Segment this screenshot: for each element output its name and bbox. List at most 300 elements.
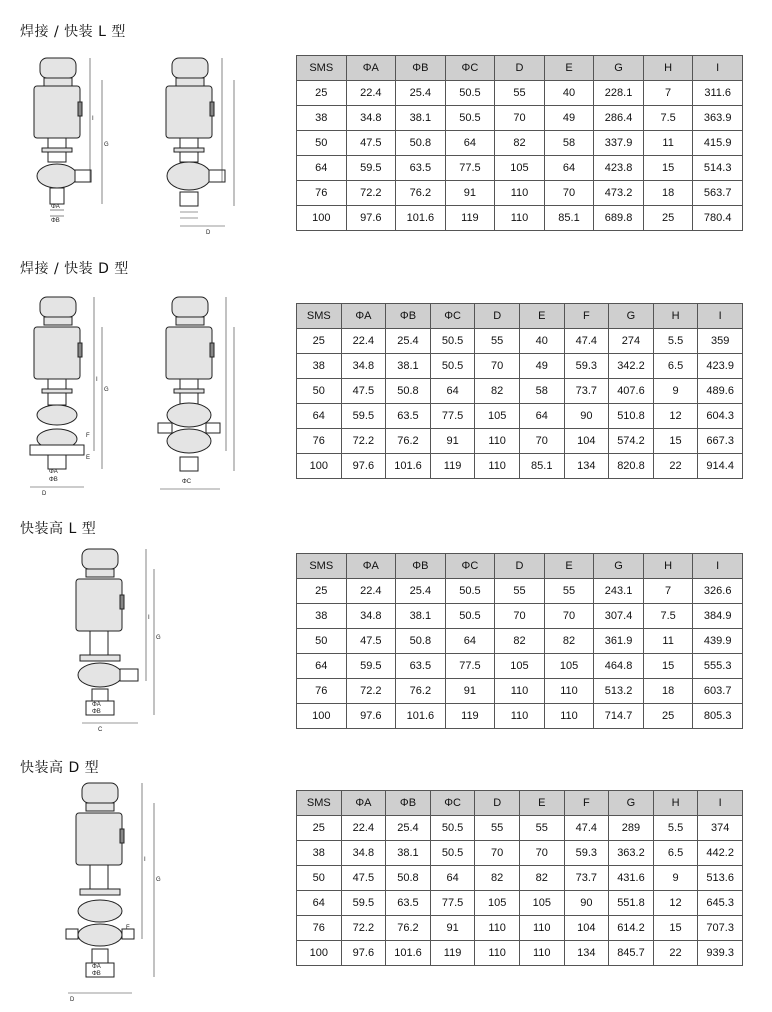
column-header: SMS (297, 56, 347, 81)
table-cell: 110 (475, 454, 520, 479)
table-cell: 77.5 (445, 654, 495, 679)
table-cell: 100 (297, 941, 342, 966)
table-cell: 326.6 (693, 579, 743, 604)
table-row (297, 916, 743, 941)
table-cell: 59.5 (346, 156, 396, 181)
table-cell: 489.6 (698, 379, 743, 404)
column-header: H (643, 56, 693, 81)
table-cell: 12 (653, 891, 698, 916)
table-cell: 47.5 (346, 629, 396, 654)
table-row (297, 354, 743, 379)
valve-drawing-pair (20, 291, 250, 506)
dim-label-phi-b: ΦB (92, 709, 101, 715)
table-cell: 513.2 (594, 679, 644, 704)
table-cell: 47.4 (564, 816, 609, 841)
column-header: ΦB (386, 791, 431, 816)
table-cell: 820.8 (609, 454, 654, 479)
dim-label-i: I (92, 116, 94, 122)
table-cell: 415.9 (693, 131, 743, 156)
table-row (297, 379, 743, 404)
table-cell: 25.4 (386, 816, 431, 841)
table-cell: 464.8 (594, 654, 644, 679)
table-cell: 76.2 (386, 429, 431, 454)
table-cell: 38.1 (386, 354, 431, 379)
table-cell: 76.2 (386, 916, 431, 941)
table-cell: 85.1 (544, 206, 594, 231)
table-cell: 91 (445, 181, 495, 206)
dim-label-phi-b: ΦB (92, 971, 101, 977)
table-cell: 105 (519, 891, 564, 916)
valve-drawing-pair (20, 50, 250, 245)
table-cell: 55 (495, 579, 545, 604)
table-cell: 97.6 (341, 941, 386, 966)
table-cell: 50 (297, 866, 342, 891)
table-cell: 439.9 (693, 629, 743, 654)
column-header: ΦC (445, 56, 495, 81)
table-cell: 50.5 (430, 841, 475, 866)
table-cell: 11 (643, 629, 693, 654)
table-cell: 34.8 (346, 106, 396, 131)
table-cell: 307.4 (594, 604, 644, 629)
table-cell: 63.5 (386, 891, 431, 916)
table-cell: 110 (495, 704, 545, 729)
table-cell: 38 (297, 354, 342, 379)
table-cell: 845.7 (609, 941, 654, 966)
table-header-row (297, 554, 743, 579)
table-cell: 59.3 (564, 841, 609, 866)
dim-label-d: D (42, 491, 47, 497)
table-cell: 59.5 (341, 404, 386, 429)
spec-table (296, 55, 743, 231)
table-cell: 55 (495, 81, 545, 106)
table-row (297, 156, 743, 181)
table-cell: 337.9 (594, 131, 644, 156)
table-cell: 473.2 (594, 181, 644, 206)
table-cell: 50.5 (430, 816, 475, 841)
table-cell: 64 (445, 629, 495, 654)
table-cell: 70 (544, 181, 594, 206)
table-cell: 70 (495, 106, 545, 131)
table-cell: 59.5 (346, 654, 396, 679)
column-header: F (564, 304, 609, 329)
table-cell: 286.4 (594, 106, 644, 131)
table-cell: 50.5 (445, 81, 495, 106)
table-cell: 11 (643, 131, 693, 156)
table-cell: 667.3 (698, 429, 743, 454)
table-cell: 85.1 (519, 454, 564, 479)
table-cell: 25 (297, 81, 347, 106)
column-header: D (475, 791, 520, 816)
table-cell: 63.5 (396, 156, 446, 181)
table-cell: 25 (643, 206, 693, 231)
table-row (297, 704, 743, 729)
section-weld-clamp-l (0, 0, 772, 245)
dim-label-phi-c: ΦC (182, 479, 192, 485)
table-cell: 91 (430, 429, 475, 454)
column-header: ΦB (386, 304, 431, 329)
column-header: D (495, 554, 545, 579)
table-cell: 64 (297, 156, 347, 181)
table-cell: 91 (445, 679, 495, 704)
table-cell: 110 (475, 916, 520, 941)
table-cell: 9 (653, 866, 698, 891)
table-cell: 384.9 (693, 604, 743, 629)
table-cell: 25 (643, 704, 693, 729)
table-cell: 63.5 (396, 654, 446, 679)
table-cell: 101.6 (386, 454, 431, 479)
table-header-row (297, 56, 743, 81)
table-cell: 64 (445, 131, 495, 156)
table-cell: 76.2 (396, 181, 446, 206)
column-header: G (594, 56, 644, 81)
table-cell: 7 (643, 579, 693, 604)
column-header: I (693, 554, 743, 579)
table-cell: 100 (297, 454, 342, 479)
table-cell: 50.5 (445, 106, 495, 131)
table-cell: 12 (653, 404, 698, 429)
table-cell: 50.5 (430, 354, 475, 379)
table-row (297, 181, 743, 206)
table-row (297, 866, 743, 891)
table-cell: 780.4 (693, 206, 743, 231)
table-cell: 105 (475, 891, 520, 916)
table-cell: 5.5 (653, 816, 698, 841)
table-cell: 76.2 (396, 679, 446, 704)
dim-label-e: E (86, 455, 91, 461)
table-cell: 9 (653, 379, 698, 404)
table-row (297, 81, 743, 106)
table-cell: 73.7 (564, 866, 609, 891)
column-header: E (544, 56, 594, 81)
spec-table (296, 553, 743, 729)
table-cell: 645.3 (698, 891, 743, 916)
table-row (297, 106, 743, 131)
table-row (297, 891, 743, 916)
table-row (297, 604, 743, 629)
table-cell: 47.4 (564, 329, 609, 354)
table-cell: 110 (519, 916, 564, 941)
table-cell: 82 (519, 866, 564, 891)
column-header: D (495, 56, 545, 81)
table-cell: 82 (475, 866, 520, 891)
table-cell: 50.8 (386, 379, 431, 404)
table-cell: 105 (495, 654, 545, 679)
table-cell: 77.5 (430, 404, 475, 429)
table-cell: 76 (297, 429, 342, 454)
column-header: ΦA (346, 554, 396, 579)
table-row (297, 941, 743, 966)
table-cell: 105 (495, 156, 545, 181)
dim-label-i: I (148, 615, 150, 621)
table-cell: 101.6 (386, 941, 431, 966)
table-cell: 82 (495, 131, 545, 156)
table-cell: 604.3 (698, 404, 743, 429)
table-cell: 70 (519, 841, 564, 866)
table-cell: 50.8 (386, 866, 431, 891)
table-cell: 22.4 (341, 816, 386, 841)
column-header: H (643, 554, 693, 579)
valve-drawing (20, 779, 170, 1009)
table-cell: 70 (519, 429, 564, 454)
table-cell: 119 (430, 454, 475, 479)
table-cell: 15 (653, 429, 698, 454)
column-header: ΦC (445, 554, 495, 579)
table-cell: 431.6 (609, 866, 654, 891)
dim-label-d: D (206, 230, 211, 236)
table-cell: 59.3 (564, 354, 609, 379)
table-cell: 63.5 (386, 404, 431, 429)
table-cell: 614.2 (609, 916, 654, 941)
table-cell: 70 (475, 354, 520, 379)
table-cell: 82 (475, 379, 520, 404)
table-cell: 110 (495, 181, 545, 206)
table-row (297, 206, 743, 231)
table-cell: 707.3 (698, 916, 743, 941)
table-cell: 914.4 (698, 454, 743, 479)
table-cell: 5.5 (653, 329, 698, 354)
column-header: E (519, 304, 564, 329)
table-cell: 361.9 (594, 629, 644, 654)
column-header: I (693, 56, 743, 81)
table-cell: 76 (297, 181, 347, 206)
table-cell: 110 (544, 704, 594, 729)
dim-label-f: F (126, 925, 130, 931)
table-cell: 90 (564, 404, 609, 429)
table-cell: 551.8 (609, 891, 654, 916)
column-header: G (594, 554, 644, 579)
table-cell: 55 (519, 816, 564, 841)
column-header: H (653, 304, 698, 329)
table-cell: 58 (519, 379, 564, 404)
table-cell: 105 (544, 654, 594, 679)
dim-label-d: D (70, 997, 75, 1003)
section-clamp-high-l (0, 515, 772, 755)
table-cell: 22.4 (341, 329, 386, 354)
table-cell: 64 (519, 404, 564, 429)
table-cell: 47.5 (341, 379, 386, 404)
dim-label-g: G (104, 142, 109, 148)
table-cell: 104 (564, 916, 609, 941)
table-cell: 25 (297, 329, 342, 354)
table-cell: 603.7 (693, 679, 743, 704)
table-cell: 514.3 (693, 156, 743, 181)
table-header-row (297, 791, 743, 816)
table-cell: 64 (544, 156, 594, 181)
table-cell: 105 (475, 404, 520, 429)
table-cell: 6.5 (653, 841, 698, 866)
table-cell: 101.6 (396, 704, 446, 729)
table-cell: 70 (475, 841, 520, 866)
column-header: D (475, 304, 520, 329)
table-cell: 38 (297, 841, 342, 866)
table-cell: 38 (297, 106, 347, 131)
table-row (297, 654, 743, 679)
column-header: ΦC (430, 791, 475, 816)
dim-label-g: G (104, 387, 109, 393)
table-cell: 49 (544, 106, 594, 131)
table-header-row (297, 304, 743, 329)
dim-label-phi-b: ΦB (51, 218, 60, 224)
table-cell: 110 (519, 941, 564, 966)
dim-label-g: G (156, 635, 161, 641)
table-cell: 77.5 (430, 891, 475, 916)
spec-table (296, 303, 743, 479)
table-cell: 110 (475, 429, 520, 454)
column-header: ΦB (396, 56, 446, 81)
table-cell: 90 (564, 891, 609, 916)
section-weld-clamp-d (0, 245, 772, 515)
column-header: G (609, 304, 654, 329)
table-cell: 50.5 (445, 579, 495, 604)
table-cell: 40 (519, 329, 564, 354)
table-cell: 15 (643, 654, 693, 679)
table-cell: 97.6 (341, 454, 386, 479)
table-cell: 22 (653, 941, 698, 966)
column-header: ΦB (396, 554, 446, 579)
table-cell: 64 (297, 654, 347, 679)
section-title: 快装高 D 型 (20, 760, 100, 776)
table-cell: 513.6 (698, 866, 743, 891)
table-cell: 64 (430, 866, 475, 891)
table-cell: 228.1 (594, 81, 644, 106)
column-header: SMS (297, 554, 347, 579)
dim-label-phi-a: ΦA (51, 204, 60, 210)
table-cell: 76 (297, 916, 342, 941)
table-cell: 101.6 (396, 206, 446, 231)
dim-label-c: C (98, 727, 103, 733)
section-clamp-high-d (0, 755, 772, 1012)
table-row (297, 679, 743, 704)
table-cell: 15 (643, 156, 693, 181)
valve-drawing (20, 543, 170, 743)
section-title: 快装高 L 型 (20, 521, 97, 537)
table-cell: 110 (495, 206, 545, 231)
table-cell: 82 (544, 629, 594, 654)
table-cell: 25.4 (386, 329, 431, 354)
dim-label-f: F (86, 433, 90, 439)
table-cell: 100 (297, 704, 347, 729)
table-cell: 15 (653, 916, 698, 941)
section-title: 焊接 / 快装 D 型 (20, 261, 129, 277)
table-cell: 243.1 (594, 579, 644, 604)
table-cell: 72.2 (341, 916, 386, 941)
column-header: H (653, 791, 698, 816)
table-cell: 110 (544, 679, 594, 704)
table-cell: 555.3 (693, 654, 743, 679)
column-header: G (609, 791, 654, 816)
table-cell: 72.2 (341, 429, 386, 454)
column-header: E (544, 554, 594, 579)
table-cell: 38.1 (396, 106, 446, 131)
table-cell: 363.2 (609, 841, 654, 866)
table-cell: 64 (297, 404, 342, 429)
table-cell: 574.2 (609, 429, 654, 454)
table-cell: 110 (495, 679, 545, 704)
table-cell: 805.3 (693, 704, 743, 729)
table-cell: 563.7 (693, 181, 743, 206)
table-cell: 442.2 (698, 841, 743, 866)
column-header: SMS (297, 304, 342, 329)
table-cell: 34.8 (346, 604, 396, 629)
table-row (297, 841, 743, 866)
table-cell: 134 (564, 454, 609, 479)
table-row (297, 454, 743, 479)
table-cell: 714.7 (594, 704, 644, 729)
table-cell: 423.8 (594, 156, 644, 181)
table-cell: 50 (297, 379, 342, 404)
table-cell: 25 (297, 579, 347, 604)
table-cell: 342.2 (609, 354, 654, 379)
dim-label-phi-a: ΦA (49, 469, 58, 475)
table-cell: 22.4 (346, 81, 396, 106)
table-cell: 289 (609, 816, 654, 841)
table-cell: 47.5 (346, 131, 396, 156)
table-cell: 7.5 (643, 604, 693, 629)
table-cell: 50.8 (396, 131, 446, 156)
table-cell: 7.5 (643, 106, 693, 131)
table-cell: 59.5 (341, 891, 386, 916)
table-cell: 55 (544, 579, 594, 604)
table-cell: 22 (653, 454, 698, 479)
table-cell: 76 (297, 679, 347, 704)
table-cell: 47.5 (341, 866, 386, 891)
table-cell: 97.6 (346, 206, 396, 231)
dim-label-i: I (144, 857, 146, 863)
table-cell: 311.6 (693, 81, 743, 106)
column-header: E (519, 791, 564, 816)
column-header: F (564, 791, 609, 816)
table-cell: 50.8 (396, 629, 446, 654)
table-cell: 72.2 (346, 679, 396, 704)
table-cell: 50.5 (430, 329, 475, 354)
table-cell: 82 (495, 629, 545, 654)
table-cell: 77.5 (445, 156, 495, 181)
dim-label-g: G (156, 877, 161, 883)
table-row (297, 329, 743, 354)
table-cell: 939.3 (698, 941, 743, 966)
table-cell: 25.4 (396, 81, 446, 106)
table-cell: 64 (297, 891, 342, 916)
table-cell: 100 (297, 206, 347, 231)
table-cell: 40 (544, 81, 594, 106)
column-header: ΦA (346, 56, 396, 81)
table-cell: 55 (475, 329, 520, 354)
table-cell: 119 (445, 206, 495, 231)
table-row (297, 131, 743, 156)
table-cell: 49 (519, 354, 564, 379)
table-cell: 34.8 (341, 354, 386, 379)
dim-label-i: I (96, 377, 98, 383)
table-cell: 38.1 (386, 841, 431, 866)
table-cell: 25.4 (396, 579, 446, 604)
table-cell: 91 (430, 916, 475, 941)
table-cell: 50.5 (445, 604, 495, 629)
dim-label-phi-a: ΦA (92, 964, 101, 970)
table-cell: 25 (297, 816, 342, 841)
column-header: I (698, 791, 743, 816)
table-row (297, 579, 743, 604)
table-cell: 38.1 (396, 604, 446, 629)
table-cell: 58 (544, 131, 594, 156)
column-header: ΦC (430, 304, 475, 329)
table-cell: 70 (544, 604, 594, 629)
table-cell: 119 (445, 704, 495, 729)
table-cell: 274 (609, 329, 654, 354)
table-cell: 104 (564, 429, 609, 454)
dim-label-phi-b: ΦB (49, 477, 58, 483)
table-cell: 73.7 (564, 379, 609, 404)
table-row (297, 629, 743, 654)
